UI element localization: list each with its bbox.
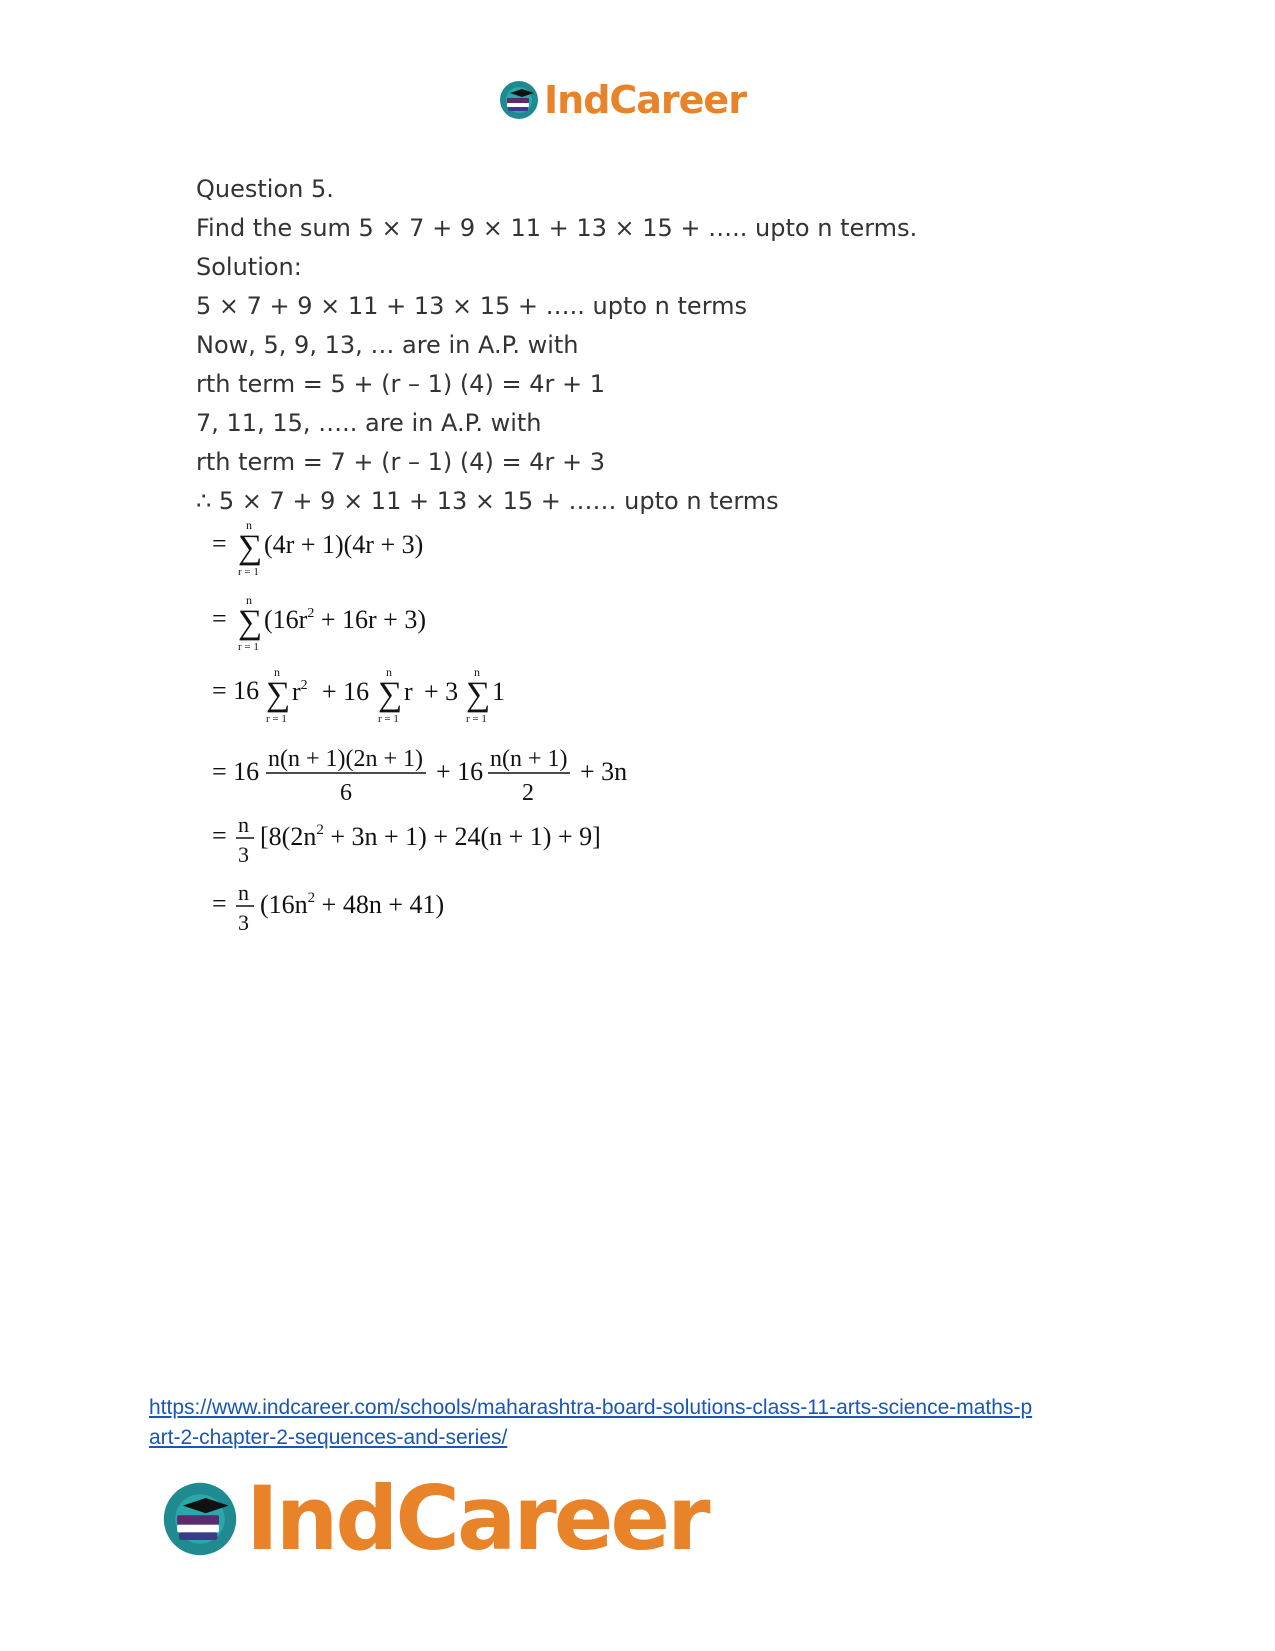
sum-lower-limit: r = 1 bbox=[378, 713, 399, 725]
sum-term-3: 1 bbox=[492, 677, 505, 706]
math-step-3 bbox=[210, 665, 530, 734]
sigma-icon: ∑ bbox=[266, 676, 291, 713]
equals-sign: = bbox=[212, 604, 227, 633]
plus-term-1: + 16 bbox=[322, 677, 370, 706]
sigma-icon: ∑ bbox=[238, 529, 263, 566]
header-logo bbox=[498, 78, 746, 122]
sum-term-2: r bbox=[404, 677, 413, 706]
equals-term: = 16 bbox=[212, 757, 260, 786]
plus-term: + 16 bbox=[436, 757, 484, 786]
fraction-denominator: 3 bbox=[238, 910, 249, 935]
fraction-denominator: 6 bbox=[340, 780, 352, 806]
plus-term-2: + 3 bbox=[424, 677, 459, 706]
math-step-6 bbox=[210, 880, 490, 951]
tail-term: + 3n bbox=[580, 757, 628, 786]
solution-line: ∴ 5 × 7 + 9 × 11 + 13 × 15 + …… upto n terms bbox=[196, 487, 779, 515]
footer-logo bbox=[160, 1467, 708, 1570]
solution-line: rth term = 5 + (r – 1) (4) = 4r + 1 bbox=[196, 370, 606, 398]
fraction-numerator: n(n + 1)(2n + 1) bbox=[268, 746, 424, 772]
solution-line: rth term = 7 + (r – 1) (4) = 4r + 3 bbox=[196, 448, 606, 476]
equals-term: = 16 bbox=[212, 676, 260, 705]
fraction-denominator: 2 bbox=[522, 780, 534, 806]
sum-lower-limit: r = 1 bbox=[238, 641, 259, 653]
math-step-2 bbox=[210, 593, 470, 662]
sum-lower-limit: r = 1 bbox=[238, 566, 259, 578]
question-text bbox=[196, 170, 1096, 521]
solution-line: 5 × 7 + 9 × 11 + 13 × 15 + ….. upto n terms bbox=[196, 292, 748, 320]
math-step-1 bbox=[210, 518, 470, 587]
sum-lower-limit: r = 1 bbox=[466, 713, 487, 725]
indcareer-emblem-icon bbox=[498, 79, 540, 121]
header-logo-text: IndCareer bbox=[544, 78, 746, 122]
sigma-icon: ∑ bbox=[378, 676, 403, 713]
solution-line: 7, 11, 15, ….. are in A.P. with bbox=[196, 409, 542, 437]
math-step-5 bbox=[210, 812, 630, 883]
sum-term-1: $r^2$ bbox=[292, 677, 308, 706]
sum-upper-limit: n bbox=[246, 593, 252, 607]
fraction-numerator: n bbox=[238, 812, 249, 837]
sum-upper-limit: n bbox=[246, 518, 252, 532]
expression: $(16n^2 + 48n + 41)$ bbox=[260, 890, 445, 919]
fraction-numerator: n(n + 1) bbox=[490, 746, 568, 772]
sum-upper-limit: n bbox=[474, 665, 480, 679]
sigma-icon: ∑ bbox=[466, 676, 491, 713]
fraction-denominator: 3 bbox=[238, 842, 249, 867]
sum-body: $(16r^2 + 16r + 3)$ bbox=[264, 605, 426, 634]
indcareer-emblem-icon bbox=[160, 1479, 240, 1559]
equals-sign: = bbox=[212, 529, 227, 558]
url-line-2: art-2-chapter-2-sequences-and-series/ bbox=[149, 1426, 508, 1449]
sum-upper-limit: n bbox=[386, 665, 392, 679]
sum-upper-limit: n bbox=[274, 665, 280, 679]
sum-lower-limit: r = 1 bbox=[266, 713, 287, 725]
equals-sign: = bbox=[212, 889, 227, 918]
fraction-numerator: n bbox=[238, 880, 249, 905]
question-prompt: Find the sum 5 × 7 + 9 × 11 + 13 × 15 + ….. upto n terms. bbox=[196, 214, 918, 242]
question-title: Question 5. bbox=[196, 175, 334, 203]
sum-body: (4r + 1)(4r + 3) bbox=[264, 530, 424, 559]
math-step-4 bbox=[210, 740, 670, 815]
solution-label: Solution: bbox=[196, 253, 302, 281]
sigma-icon: ∑ bbox=[238, 604, 263, 641]
equals-sign: = bbox=[212, 821, 227, 850]
footer-logo-text: IndCareer bbox=[246, 1467, 708, 1570]
source-url-link[interactable] bbox=[149, 1393, 1149, 1453]
expression: $[8(2n^2 + 3n + 1) + 24(n + 1) + 9]$ bbox=[260, 822, 601, 851]
solution-line: Now, 5, 9, 13, … are in A.P. with bbox=[196, 331, 579, 359]
url-line-1: https://www.indcareer.com/schools/maharashtra-board-solutions-class-11-arts-science-maths-p bbox=[149, 1396, 1033, 1419]
